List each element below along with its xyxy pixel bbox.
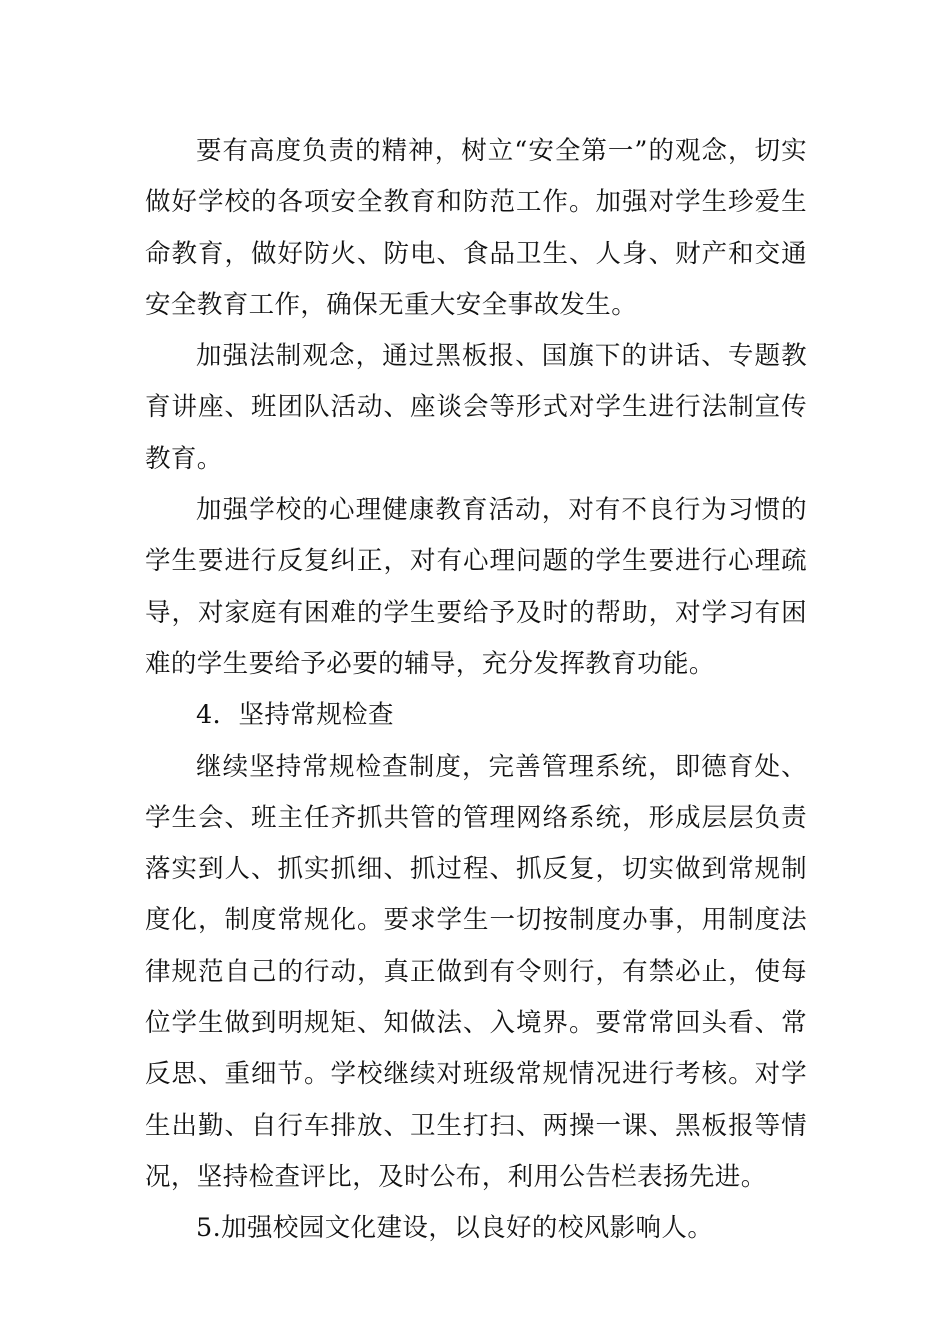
paragraph-routine-inspection: 继续坚持常规检查制度，完善管理系统，即德育处、学生会、班主任齐抓共管的管理网络系统，形成层层负责落实到人、抓实抓细、抓过程、抓反复，切实做到常规制度化，制度常规化。要求学生一切按制度办事，用制度法律规范自己的行动，真正做到有令则行，有禁必止，使每位学生做到明规矩、知做法、入境界。要常常回头看、常反思、重细节。学校继续对班级常规情况进行考核。对学生出勤、自行车排放、卫生打扫、两操一课、黑板报等情况，坚持检查评比，及时公布，利用公告栏表扬先进。	[145, 751, 807, 1192]
paragraph-safety-education: 要有高度负责的精神，树立“安全第一”的观念，切实做好学校的各项安全教育和防范工作。加强对学生珍爱生命教育，做好防火、防电、食品卫生、人身、财产和交通安全教育工作，确保无重大安全事故发生。	[145, 136, 807, 320]
section-heading-campus-culture: 5.加强校园文化建设，以良好的校风影响人。	[196, 1213, 714, 1244]
paragraph-mental-health: 加强学校的心理健康教育活动，对有不良行为习惯的学生要进行反复纠正，对有心理问题的学生要进行心理疏导，对家庭有困难的学生要给予及时的帮助，对学习有困难的学生要给予必要的辅导，充分发挥教育功能。	[145, 495, 807, 679]
document-body	[145, 126, 807, 1255]
section-heading-routine-inspection: 4．坚持常规检查	[196, 700, 394, 731]
paragraph-legal-education: 加强法制观念，通过黑板报、国旗下的讲话、专题教育讲座、班团队活动、座谈会等形式对学生进行法制宣传教育。	[145, 341, 807, 474]
